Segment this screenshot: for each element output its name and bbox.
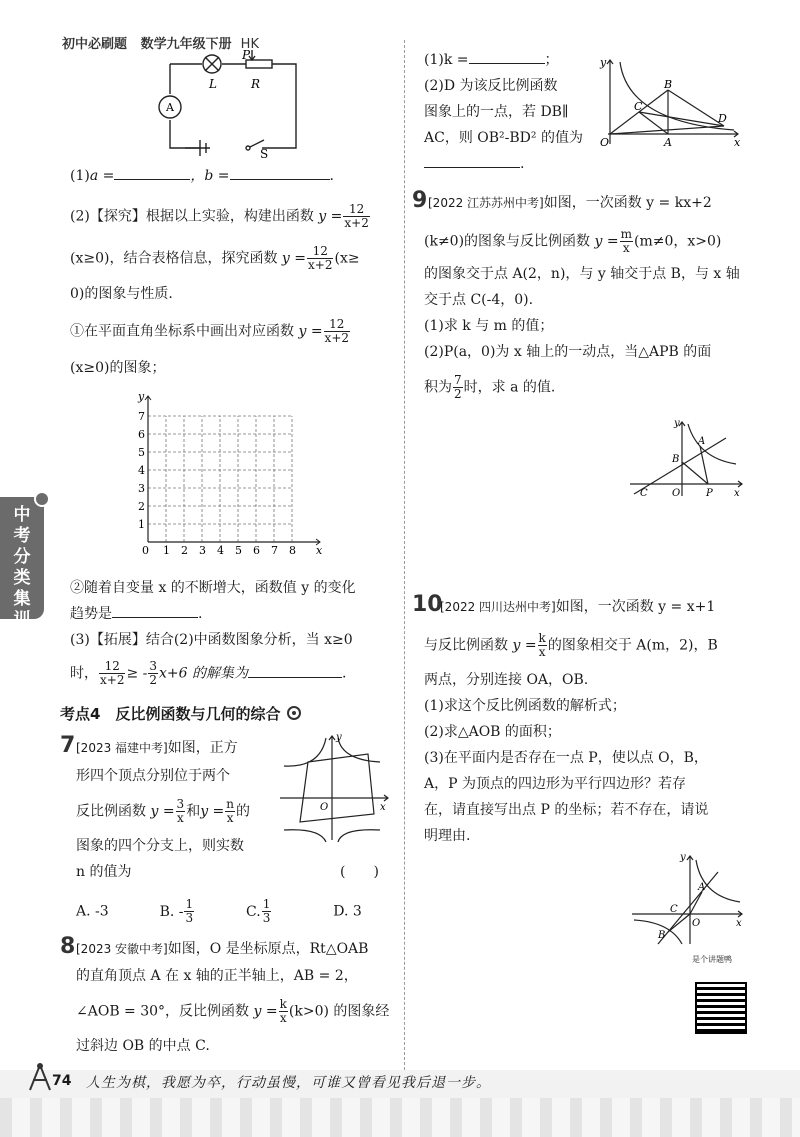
q8-line-1: [2023 安徽中考]如图，O 是坐标原点，Rt△OAB bbox=[76, 941, 369, 957]
explore-line-1: (2)【探究】根据以上实验，构建出函数 y = $\frac{12}{x+2}$ bbox=[70, 202, 369, 230]
q10-figure bbox=[628, 852, 746, 948]
q8-fig-a: A bbox=[664, 136, 672, 149]
q10-fig-b: B bbox=[658, 930, 666, 941]
r-line-1: (1)k = ； bbox=[424, 52, 559, 68]
q8-line-4: 过斜边 OB 的中点 C. bbox=[76, 1038, 210, 1054]
circuit-diagram bbox=[150, 48, 310, 160]
grid-x-tick: 4 bbox=[217, 544, 224, 557]
q7-line-1: [2023 福建中考]如图，正方 bbox=[76, 740, 238, 756]
answer-ab-line: (1)a = ，b = . bbox=[70, 168, 334, 184]
grid-origin: 0 bbox=[142, 544, 149, 557]
grid-y-tick: 1 bbox=[138, 518, 145, 531]
r-line-5: . bbox=[424, 154, 524, 174]
q10-fig-o: O bbox=[692, 918, 701, 929]
q10-line-4: (1)求这个反比例函数的解析式； bbox=[424, 698, 626, 714]
q10-line-2: 与反比例函数 y = $\frac{k}{x}$ 的图象相交于 A(m，2)，B bbox=[424, 631, 718, 659]
r-line-2: (2)D 为该反比例函数 bbox=[424, 78, 558, 94]
grid-y-tick: 6 bbox=[138, 428, 145, 441]
q7-line-3: 反比例函数 y = $\frac{3}{x}$ 和y = $\frac{n}{x}$ 的 bbox=[76, 797, 251, 825]
q8-fig-y: y bbox=[600, 56, 607, 69]
ext-line-2: 时， $\frac{12}{x+2}$ ≥ - $\frac{3}{2}$ x+6 的解集为 . bbox=[70, 659, 347, 687]
q9-number: 9 bbox=[412, 188, 428, 213]
q10-line-8: 在，请直接写出点 P 的坐标；若不存在，请说 bbox=[424, 802, 709, 818]
qr-code[interactable] bbox=[695, 982, 747, 1034]
sub2-line-b: 趋势是 . bbox=[70, 606, 203, 622]
q7-line-4: 图象的四个分支上，则实数 bbox=[76, 838, 244, 854]
q9-fig-b: B bbox=[672, 454, 680, 465]
footer-motto: 人生为棋，我愿为卒，行动虽慢，可谁又曾看见我后退一步。 bbox=[86, 1075, 491, 1091]
q7-answer-paren[interactable]: ( ) bbox=[340, 864, 379, 880]
q8-line-3: ∠AOB = 30°，反比例函数 y = $\frac{k}{x}$ (k>0) 的图象经 bbox=[76, 997, 390, 1025]
circuit-switch-label: S bbox=[260, 147, 269, 160]
q8-figure bbox=[598, 56, 744, 150]
header-edition: HK bbox=[240, 37, 259, 52]
q8-number: 8 bbox=[60, 934, 76, 959]
grid-x-tick: 3 bbox=[199, 544, 206, 557]
q10-line-9: 明理由. bbox=[424, 828, 471, 844]
grid-y-tick: 5 bbox=[138, 446, 145, 459]
page-number: 74 bbox=[52, 1073, 72, 1089]
side-tab-dot bbox=[34, 491, 50, 507]
q9-line-6: (2)P(a，0)为 x 轴上的一动点，当△APB 的面 bbox=[424, 344, 712, 360]
header-book: 初中必刷题 bbox=[62, 37, 128, 52]
r-line-4: AC，则 OB²-BD² 的值为 bbox=[424, 130, 583, 146]
q8-fig-x: x bbox=[734, 136, 741, 149]
q7-option-c[interactable]: C. $\frac{1}{3}$ bbox=[246, 897, 271, 925]
q8-fig-o: O bbox=[600, 136, 610, 149]
q10-fig-a: A bbox=[698, 882, 706, 893]
q7-figure bbox=[276, 732, 394, 844]
q9-fig-o: O bbox=[672, 488, 681, 499]
blank-trend[interactable] bbox=[112, 605, 198, 618]
blank-a[interactable] bbox=[114, 167, 190, 180]
r-line-3: 图象上的一点，若 DB∥ bbox=[424, 104, 569, 120]
q9-fig-c: C bbox=[640, 488, 648, 499]
q9-line-4: 交于点 C(-4，0). bbox=[424, 292, 534, 308]
side-tab bbox=[0, 497, 44, 630]
q9-line-3: 的图象交于点 A(2，n)，与 y 轴交于点 B，与 x 轴 bbox=[424, 266, 740, 282]
grid-y-tick: 3 bbox=[138, 482, 145, 495]
grid-x-tick: 1 bbox=[163, 544, 170, 557]
q7-option-b[interactable]: B. - $\frac{1}{3}$ bbox=[159, 897, 194, 925]
q7-fig-y: y bbox=[336, 732, 342, 743]
q10-line-6: (3)在平面内是否存在一点 P，使以点 O，B， bbox=[424, 750, 708, 766]
q10-line-7: A，P 为顶点的四边形为平行四边形？若存 bbox=[424, 776, 686, 792]
qr-label: 是个讲题鸭 bbox=[692, 955, 732, 964]
grid-x-tick: 7 bbox=[271, 544, 278, 557]
grid-x-tick: 2 bbox=[181, 544, 188, 557]
grid-y-tick: 4 bbox=[138, 464, 145, 477]
q10-number: 10 bbox=[412, 592, 443, 617]
compass-icon bbox=[26, 1062, 54, 1092]
q8-line-2: 的直角顶点 A 在 x 轴的正半轴上，AB = 2， bbox=[76, 968, 358, 984]
grid-y-tick: 2 bbox=[138, 500, 145, 513]
blank-b[interactable] bbox=[230, 167, 330, 180]
q10-line-5: (2)求△AOB 的面积； bbox=[424, 724, 561, 740]
q8-fig-b: B bbox=[664, 78, 673, 91]
target-icon bbox=[286, 705, 302, 721]
grid-x-tick: 5 bbox=[235, 544, 242, 557]
sub2-line-a: ②随着自变量 x 的不断增大，函数值 y 的变化 bbox=[70, 580, 356, 596]
q8-fig-d: D bbox=[718, 112, 727, 125]
q9-fig-p: P bbox=[706, 488, 713, 499]
circuit-resistor-label: R bbox=[251, 77, 261, 91]
circuit-slider-label: P bbox=[242, 48, 251, 62]
empty-grid bbox=[128, 392, 328, 558]
explore-line-3: 0)的图象与性质. bbox=[70, 286, 173, 302]
q10-line-3: 两点，分别连接 OA，OB. bbox=[424, 672, 589, 688]
sub1-line: ①在平面直角坐标系中画出对应函数 y = $\frac{12}{x+2}$ bbox=[70, 317, 350, 345]
q9-figure bbox=[626, 418, 746, 500]
blank-k[interactable] bbox=[469, 51, 545, 64]
q8-fig-c: C bbox=[634, 100, 643, 113]
ext-line-1: (3)【拓展】结合(2)中函数图象分析，当 x≥0 bbox=[70, 632, 353, 648]
q9-fig-a: A bbox=[698, 436, 706, 447]
q10-fig-c: C bbox=[670, 904, 678, 915]
blank-solution[interactable] bbox=[248, 665, 342, 678]
grid-y-tick: 7 bbox=[138, 410, 145, 423]
grid-x-tick: 8 bbox=[289, 544, 296, 557]
q9-fig-y: y bbox=[674, 418, 680, 429]
grid-y-label: y bbox=[138, 392, 145, 403]
circuit-ammeter-label: A bbox=[166, 101, 174, 114]
q10-line-1: [2022 四川达州中考]如图，一次函数 y = x+1 bbox=[440, 599, 716, 615]
q7-number: 7 bbox=[60, 733, 76, 758]
q7-option-d[interactable]: D. 3 bbox=[333, 903, 362, 920]
side-tab-label: 中 考 分 类 集 训 bbox=[13, 505, 31, 630]
q9-fig-x: x bbox=[734, 488, 740, 499]
grid-x-tick: 6 bbox=[253, 544, 260, 557]
q7-line-5: n 的值为 bbox=[76, 864, 132, 880]
q9-line-7: 积为 $\frac{7}{2}$ 时，求 a 的值. bbox=[424, 373, 556, 401]
q9-line-2: (k≠0)的图象与反比例函数 y = $\frac{m}{x}$ (m≠0，x>0) bbox=[424, 227, 722, 255]
grid-x-label: x bbox=[316, 544, 323, 557]
q7-fig-o: O bbox=[320, 802, 329, 813]
section-title: 考点4 反比例函数与几何的综合 bbox=[60, 703, 302, 724]
q9-line-5: (1)求 k 与 m 的值； bbox=[424, 318, 554, 334]
q7-options bbox=[76, 898, 362, 925]
blank-ob-bd[interactable] bbox=[424, 155, 520, 168]
explore-line-2: (x≥0)，结合表格信息，探究函数 y = $\frac{12}{x+2}$ (x≥ bbox=[70, 244, 360, 272]
column-divider bbox=[404, 40, 405, 1070]
sub1b-line: (x≥0)的图象； bbox=[70, 360, 166, 376]
q7-fig-x: x bbox=[380, 802, 386, 813]
header-subject: 数学九年级下册 bbox=[140, 37, 232, 52]
circuit-lamp-label: L bbox=[209, 77, 217, 91]
q9-line-1: [2022 江苏苏州中考]如图，一次函数 y = kx+2 bbox=[428, 195, 712, 211]
q10-fig-x: x bbox=[736, 918, 742, 929]
q7-line-2: 形四个顶点分别位于两个 bbox=[76, 768, 230, 784]
q7-option-a[interactable]: A. -3 bbox=[76, 903, 109, 920]
q10-fig-y: y bbox=[680, 852, 686, 863]
